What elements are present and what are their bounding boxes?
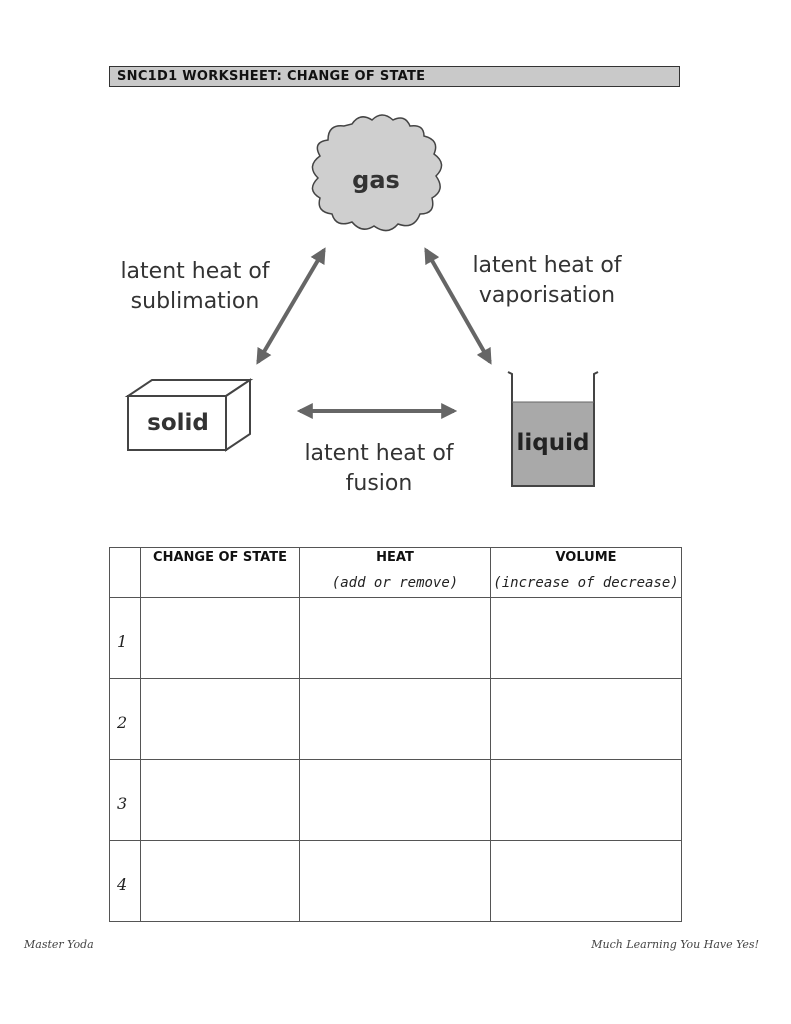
- header-volume: [491, 548, 682, 598]
- header-volume-label: VOLUME: [555, 550, 617, 565]
- liquid-label: liquid: [516, 430, 590, 456]
- fusion-label-line1: latent heat of: [304, 441, 454, 466]
- header-blank-cell: [110, 548, 141, 598]
- row-number-cell: [110, 841, 141, 922]
- sublimation-label: [112, 257, 278, 317]
- row-number: 3: [117, 794, 128, 813]
- heat-cell[interactable]: [300, 679, 491, 760]
- header-heat-label: HEAT: [376, 550, 414, 565]
- sublimation-label-line2: sublimation: [130, 289, 260, 314]
- change-of-state-table: [109, 547, 682, 922]
- footer-left: Master Yoda: [24, 938, 94, 951]
- heat-cell[interactable]: [300, 598, 491, 679]
- header-heat-sub: (add or remove): [331, 575, 459, 591]
- fusion-label-line2: fusion: [345, 471, 413, 496]
- change-of-state-cell[interactable]: [141, 841, 300, 922]
- row-number-cell: [110, 679, 141, 760]
- vaporisation-label-line2: vaporisation: [478, 283, 616, 308]
- change-of-state-cell[interactable]: [141, 598, 300, 679]
- row-number: 1: [117, 632, 128, 651]
- volume-cell[interactable]: [491, 760, 682, 841]
- change-of-state-cell[interactable]: [141, 679, 300, 760]
- table-header-row: [110, 548, 682, 598]
- heat-cell[interactable]: [300, 760, 491, 841]
- solid-label: solid: [147, 410, 209, 436]
- row-number: 4: [117, 875, 128, 894]
- table-row: [110, 598, 682, 679]
- row-number-cell: [110, 598, 141, 679]
- header-volume-sub: (increase of decrease): [493, 575, 679, 591]
- footer-right: Much Learning You Have Yes!: [591, 938, 759, 951]
- vaporisation-label: [464, 251, 630, 311]
- table-row: [110, 679, 682, 760]
- table-row: [110, 760, 682, 841]
- vaporisation-label-line1: latent heat of: [472, 253, 622, 278]
- sublimation-label-line1: latent heat of: [120, 259, 270, 284]
- heat-cell[interactable]: [300, 841, 491, 922]
- gas-label: gas: [352, 166, 400, 194]
- header-change-of-state: [141, 548, 300, 598]
- liquid-beaker-icon: [508, 372, 598, 486]
- change-of-state-cell[interactable]: [141, 760, 300, 841]
- worksheet-title: SNC1D1 WORKSHEET: CHANGE OF STATE: [117, 69, 426, 84]
- volume-cell[interactable]: [491, 598, 682, 679]
- row-number-cell: [110, 760, 141, 841]
- header-heat: [300, 548, 491, 598]
- fusion-label: [296, 439, 462, 499]
- header-change-label: CHANGE OF STATE: [153, 550, 287, 565]
- volume-cell[interactable]: [491, 679, 682, 760]
- table-row: [110, 841, 682, 922]
- row-number: 2: [117, 713, 128, 732]
- volume-cell[interactable]: [491, 841, 682, 922]
